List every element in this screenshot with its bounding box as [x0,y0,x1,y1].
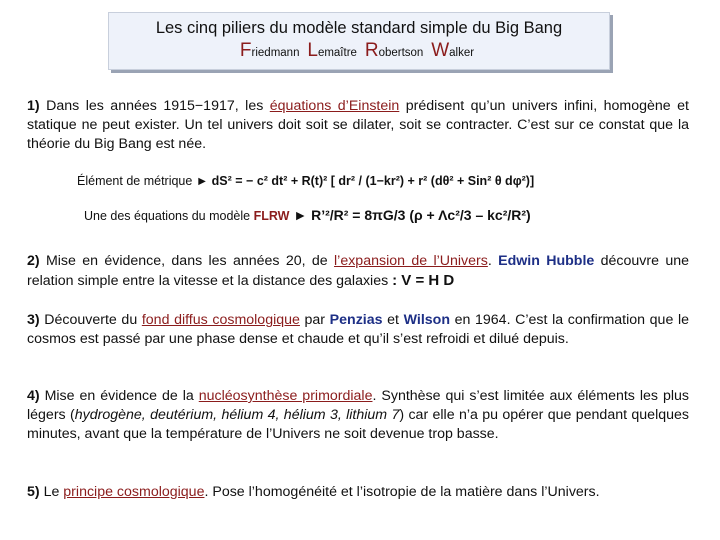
paragraph-text: Dans les années 1915−1917, les [39,98,270,114]
metric-equation: dS² = − c² dt² + R(t)² [ dr² / (1−kr²) + r² (dθ² + Sin² θ dφ²)] [211,174,535,188]
link-principe-cosmologique[interactable]: principe cosmologique [63,484,205,500]
page-title: Les cinq piliers du modèle standard simple du Big Bang [155,19,563,37]
subtitle-rest-r: obertson [378,47,424,59]
paragraph-number: 1) [27,98,40,114]
subtitle-initial-l: L [307,40,318,61]
paragraph-text: Le [39,484,64,500]
paragraph-text: par [299,312,330,328]
subtitle-initial-r: R [364,40,379,61]
formula-arrow: ► [192,174,212,188]
formula-metric [77,174,534,188]
paragraph-number: 3) [27,312,40,328]
paragraph-text: . [487,253,499,269]
subtitle-rest-l: emaître [317,47,357,59]
paragraph-3 [27,311,689,349]
paragraph-text: découvre une relation simple entre la vitesse et la distance des galaxies [27,253,690,289]
name-hubble: Edwin Hubble [498,253,595,269]
link-einstein-equations[interactable]: équations d’Einstein [269,98,400,114]
name-penzias: Penzias [329,312,383,328]
formula-label: Une des équations du modèle [84,209,251,223]
subtitle-initial-w: W [431,40,450,61]
link-expansion-univers[interactable]: l’expansion de l’Univers [334,253,488,269]
light-elements-list: hydrogène, deutérium, hélium 4, hélium 3, lithium 7 [74,407,400,423]
paragraph-text: Découverte du [39,312,142,328]
paragraph-text: . Synthèse qui s’est limitée aux éléments les plus légers ( [27,388,689,423]
subtitle-initial-f: F [239,40,252,61]
paragraph-number: 5) [27,484,40,500]
paragraph-text: prédisent qu’un univers infini, homogène et statique ne peut exister. Un tel univers doit soit se dilater, soit se contracter. C’est sur ce constat que la théorie du Big Bang est née. [27,98,689,152]
title-box [108,12,610,70]
subtitle-rest-f: riedmann [251,47,300,59]
paragraph-text: et [382,312,404,328]
hubble-law: : V = H D [392,272,455,289]
paragraph-text: Mise en évidence de la [39,388,199,404]
paragraph-4 [27,387,689,444]
formula-arrow: ► [289,207,312,223]
formula-label: Élément de métrique [77,174,193,188]
name-wilson: Wilson [403,312,450,328]
friedmann-equation: R’²/R² = 8πG/3 (ρ + Λc²/3 – kc²/R²) [311,207,531,223]
subtitle-rest-w: alker [449,47,475,59]
paragraph-text: Mise en évidence, dans les années 20, de [39,253,335,269]
paragraph-number: 2) [27,253,40,269]
formula-flrw [84,207,531,223]
paragraph-text: ) car elle n’a pu opérer que pendant quelques minutes, avant que la température de l’Univers ne soit devenue trop basse. [27,407,689,442]
paragraph-1 [27,97,689,154]
paragraph-2 [27,252,689,291]
page-subtitle [109,40,609,62]
link-fond-diffus[interactable]: fond diffus cosmologique [141,312,300,328]
paragraph-5 [27,483,689,502]
paragraph-number: 4) [27,388,40,404]
flrw-label: FLRW [253,209,290,223]
link-nucleosynthese[interactable]: nucléosynthèse primordiale [198,388,373,404]
paragraph-text: . Pose l’homogénéité et l’isotropie de la matière dans l’Univers. [204,484,600,500]
paragraph-text: en 1964. C’est la confirmation que le cosmos est passé par une phase dense et chaude et qu’il s’est refroidi et dilué depuis. [27,312,690,347]
